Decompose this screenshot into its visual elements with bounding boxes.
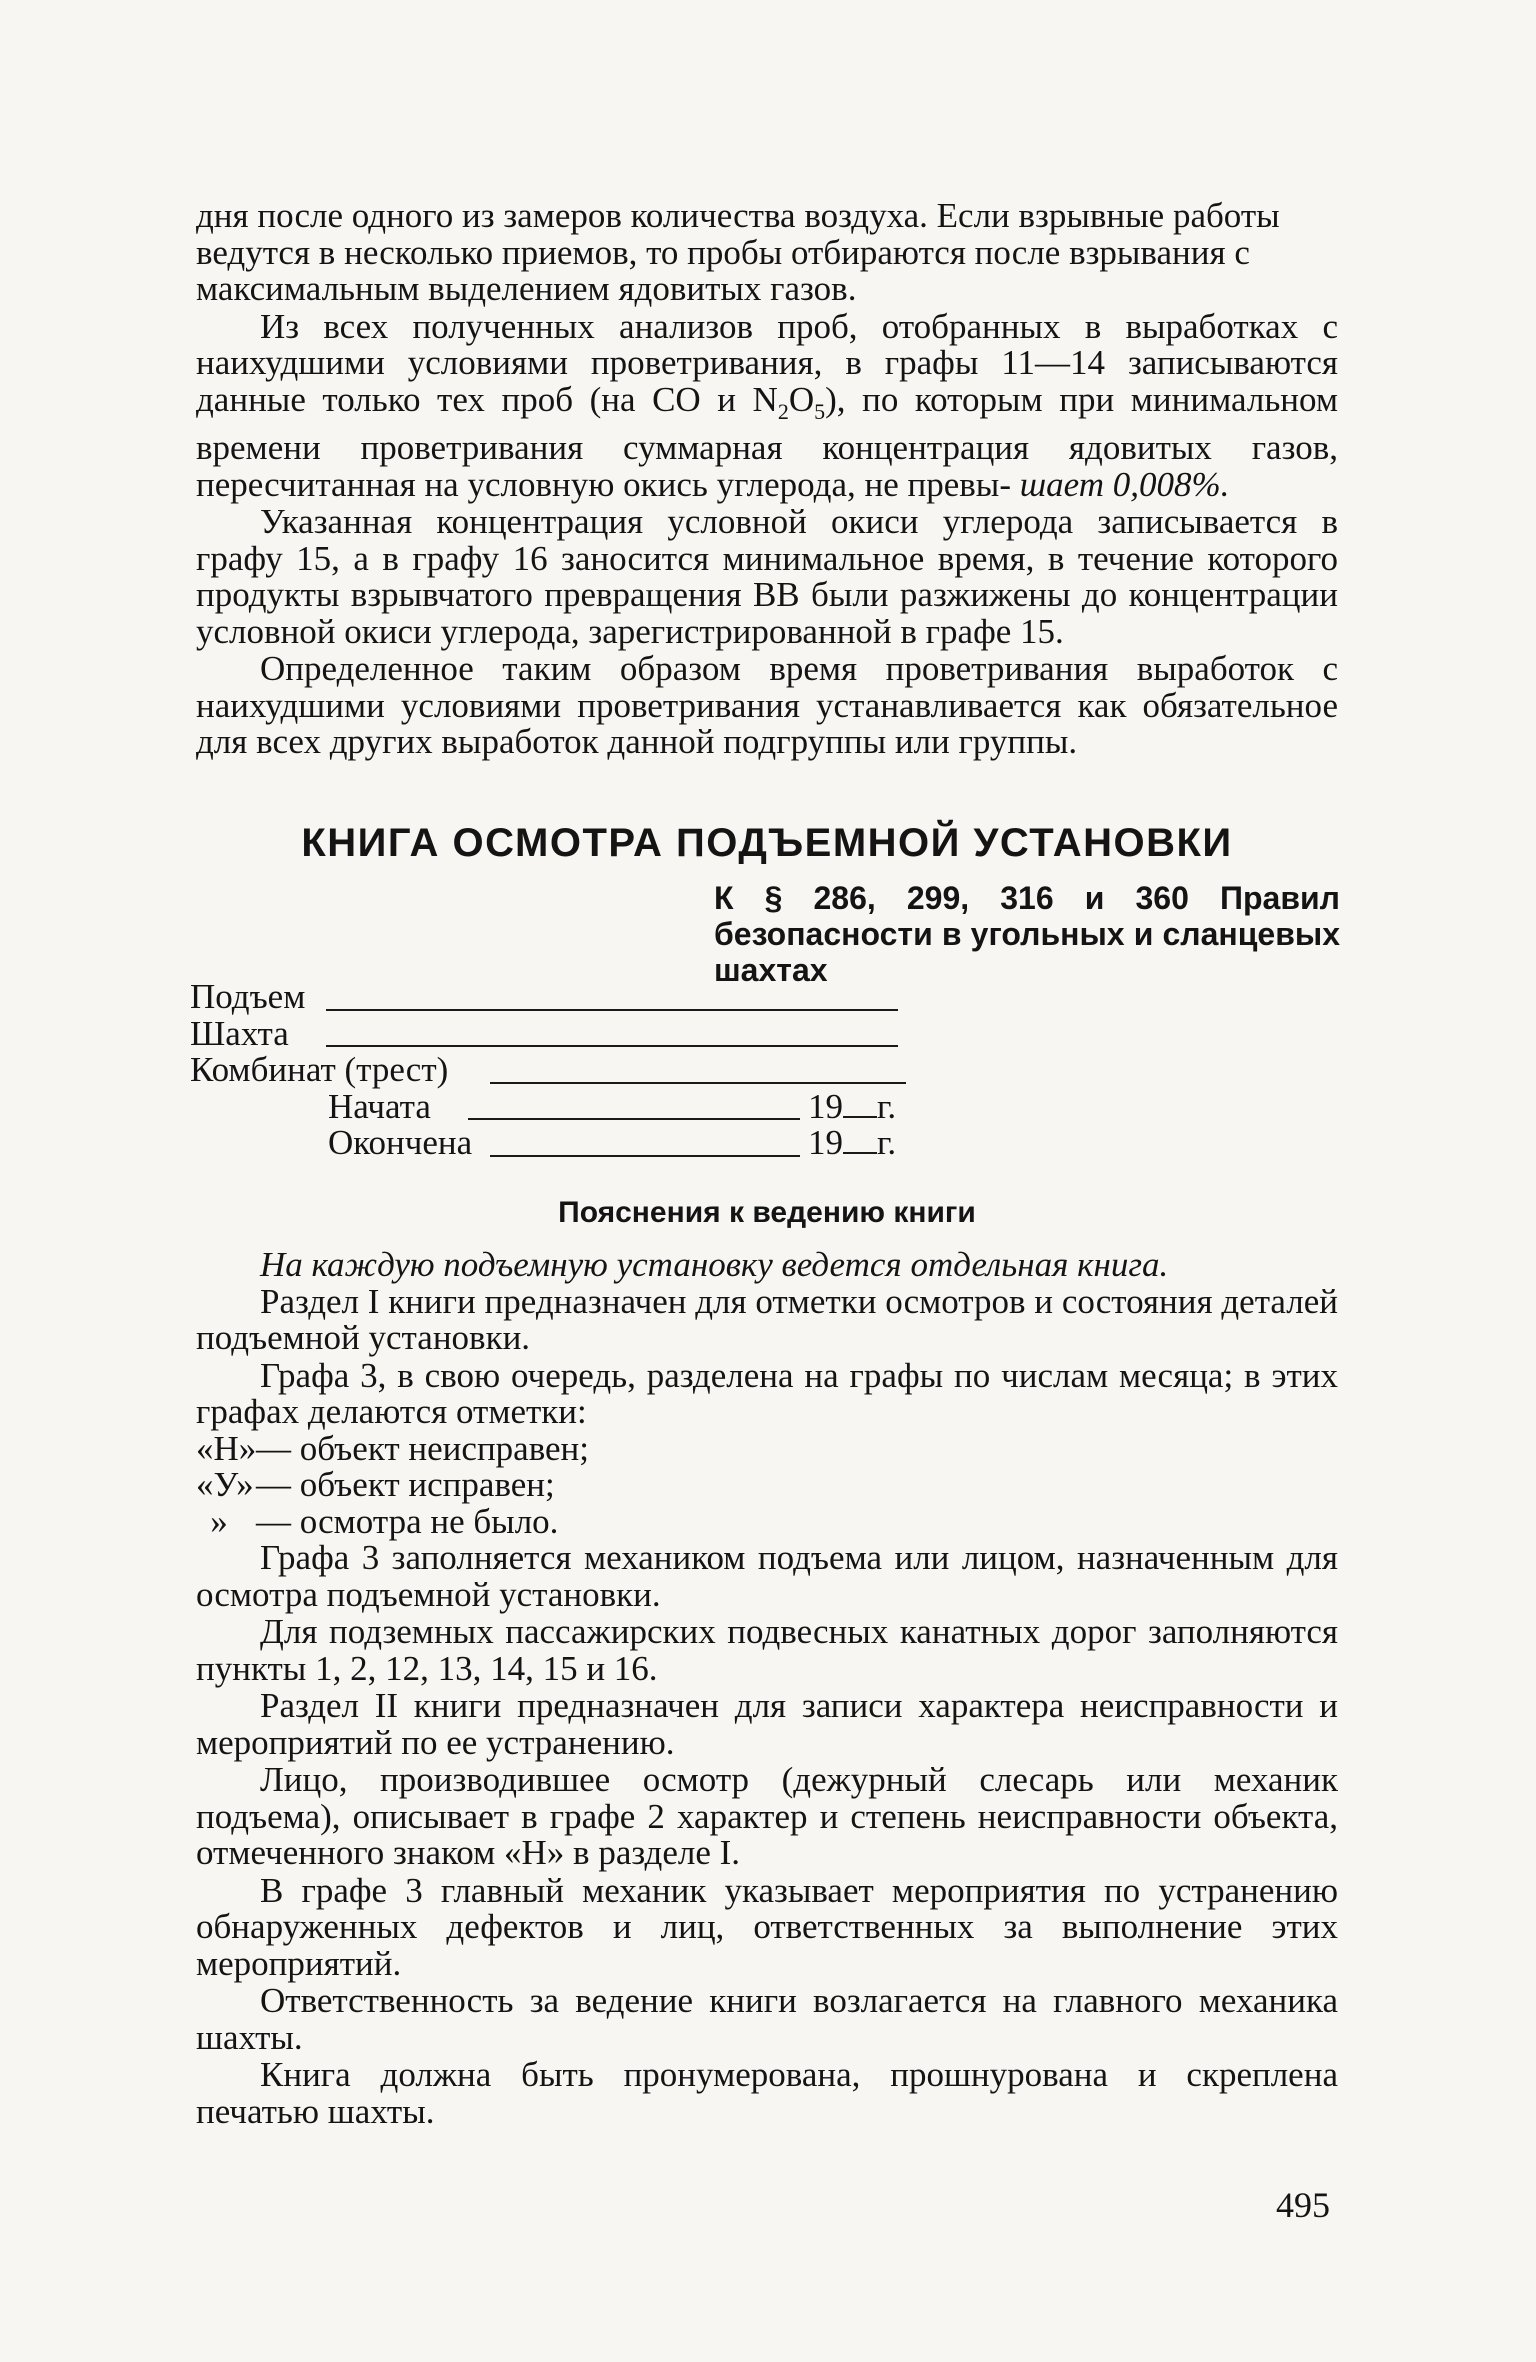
intro-paragraph-2 — [196, 306, 1339, 504]
instructions-paragraph-9: Ответственность за ведение книги возлагается на главного механика шахты. — [196, 1981, 1338, 2057]
mark-item — [196, 1467, 1338, 1504]
started-label: Начата — [328, 1086, 431, 1126]
intro-paragraph-4: Определенное таким образом время проветривания выработок с наихудшими условиями проветривания устанавливается как обязательное для всех других выработок данной подгруппы или группы. — [196, 649, 1338, 761]
intro-p2-part-c: ), по которым при минимальном времени проветривания суммарная концентрация ядовитых газов, пересчитанная на условную окись углерода, не превы- — [196, 379, 1339, 504]
started-year — [808, 1086, 897, 1126]
started-date-line — [468, 1118, 800, 1120]
started-year-suffix: г. — [877, 1086, 897, 1126]
finished-label: Окончена — [328, 1123, 473, 1162]
instructions-paragraph-7: Лицо, производившее осмотр (дежурный слесарь или механик подъема), описывает в графе 2 характер и степень неисправности объекта, отмеченного знаком «Н» в разделе I. — [196, 1760, 1338, 1872]
intro-paragraph-1: дня после одного из замеров количества воздуха. Если взрывные работы ведутся в несколько приемов, то пробы отбираются после взрывания с максимальным выделением ядовитых газов. — [196, 196, 1280, 308]
intro-p2-part-a: Из всех полученных анализов проб, отобранных в выработках с наихудшими условиями проветривания, в графы 11—14 записываются данные только тех проб (на CO и N — [196, 306, 1338, 419]
mark-code: «Н» — [196, 1428, 257, 1468]
intro-p2-italic: шает 0,008%. — [1019, 464, 1230, 504]
mark-text: — объект неисправен; — [256, 1428, 590, 1468]
started-row — [190, 1086, 950, 1126]
page-number: 495 — [1276, 2185, 1330, 2225]
subscript-5: 5 — [814, 398, 826, 424]
instructions-paragraph-2: Раздел I книги предназначен для отметки осмотров и состояния деталей подъемной установки. — [196, 1281, 1338, 1357]
instructions-paragraph-3: Графа 3, в свою очередь, разделена на графы по числам месяца; в этих графах делаются отметки: — [196, 1355, 1338, 1431]
mark-code: «У» — [196, 1465, 254, 1504]
intro-text — [196, 198, 1338, 761]
mark-item — [196, 1428, 1338, 1468]
combine-label: Комбинат (трест) — [190, 1050, 449, 1089]
finished-date-line — [490, 1155, 800, 1157]
instructions-paragraph-4: Графа 3 заполняется механиком подъема или лицом, назначенным для осмотра подъемной установки. — [196, 1538, 1338, 1614]
finished-year-blank — [843, 1130, 877, 1154]
finished-row — [190, 1125, 950, 1162]
instructions-text — [196, 1247, 1338, 2130]
instructions-heading: Пояснения к ведению книги — [558, 1196, 976, 1229]
mark-code: » — [210, 1501, 228, 1541]
instructions-paragraph-10: Книга должна быть пронумерована, прошнурована и скреплена печатью шахты. — [196, 2055, 1338, 2131]
combine-row — [190, 1052, 950, 1089]
mark-text: — осмотра не было. — [256, 1501, 559, 1541]
hoist-label: Подъем — [190, 977, 306, 1016]
hoist-row — [190, 979, 950, 1016]
mark-text: — объект исправен; — [256, 1465, 555, 1504]
finished-year-prefix: 19 — [808, 1123, 843, 1162]
book-title: КНИГА ОСМОТРА ПОДЪЕМНОЙ УСТАНОВКИ — [301, 821, 1233, 865]
mine-blank-line — [326, 1045, 898, 1047]
combine-blank-line — [490, 1082, 906, 1084]
mine-label: Шахта — [190, 1013, 289, 1053]
title-page-form — [190, 979, 950, 1162]
instructions-paragraph-6: Раздел II книги предназначен для записи характера неисправности и мероприятий по ее устранению. — [196, 1686, 1338, 1762]
intro-paragraph-3: Указанная концентрация условной окиси углерода записывается в графу 15, а в графу 16 заносится минимальное время, в течение которого продукты взрывчатого превращения ВВ были разжижены до концентрации условной окиси углерода, зарегистрированной в графе 15. — [196, 502, 1338, 651]
instructions-paragraph-1: На каждую подъемную установку ведется отдельная книга. — [260, 1245, 1169, 1284]
mine-row — [190, 1013, 950, 1053]
finished-year-suffix: г. — [877, 1123, 897, 1162]
subscript-2: 2 — [777, 398, 789, 424]
started-year-blank — [843, 1094, 877, 1118]
instructions-paragraph-8: В графе 3 главный механик указывает мероприятия по устранению обнаруженных дефектов и лиц, ответственных за выполнение этих мероприятий. — [196, 1870, 1338, 1983]
hoist-blank-line — [326, 1009, 898, 1011]
rules-reference: К § 286, 299, 316 и 360 Правил безопасности в угольных и сланцевых шахтах — [714, 880, 1340, 988]
started-year-prefix: 19 — [808, 1086, 843, 1126]
intro-p2-part-b: O — [788, 379, 815, 419]
instructions-paragraph-5: Для подземных пассажирских подвесных канатных дорог заполняются пункты 1, 2, 12, 13, 14, 15 и 16. — [196, 1612, 1338, 1688]
mark-item — [196, 1501, 1338, 1541]
finished-year — [808, 1125, 896, 1162]
